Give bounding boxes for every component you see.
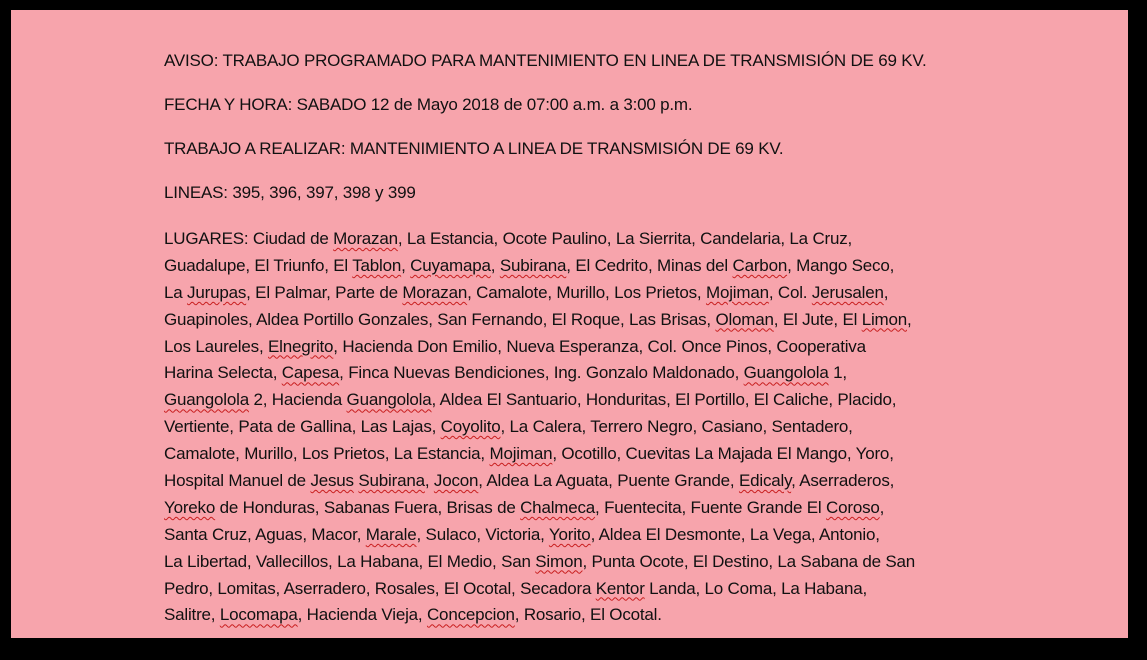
lugares-text: Santa Cruz, Aguas, Macor, — [164, 524, 366, 544]
spellcheck-word: Locomapa — [219, 605, 298, 625]
spellcheck-word: Guangolola — [164, 390, 249, 410]
spellcheck-word: Concepcion — [426, 605, 515, 625]
lugares-text: , La Estancia, Ocote Paulino, La Sierrita, Candelaria, La Cruz, — [397, 229, 853, 248]
spellcheck-word: Elnegrito — [268, 336, 334, 356]
lugares-text: , Hacienda Don Emilio, Nueva Esperanza, Col. Once Pinos, Cooperativa — [333, 336, 866, 356]
lugares-text: Guadalupe, El Triunfo, El — [164, 255, 353, 275]
lugares-text: , Finca Nuevas Bendiciones, Ing. Gonzalo Maldonado, — [339, 363, 744, 383]
spellcheck-word: Subirana — [358, 471, 425, 491]
lugares-line — [164, 307, 1044, 334]
spellcheck-word: Oloman — [715, 309, 774, 329]
spellcheck-word: Guangolola — [346, 390, 432, 410]
lugares-line — [164, 253, 1044, 280]
lugares-text: 1, — [828, 363, 847, 383]
spellcheck-word: Jurupas — [187, 282, 247, 302]
spellcheck-word: Marale — [365, 524, 417, 544]
aviso-line: AVISO: TRABAJO PROGRAMADO PARA MANTENIMIENTO EN LINEA DE TRANSMISIÓN DE 69 KV. — [164, 51, 927, 70]
lugares-text: , El Cedrito, Minas del — [566, 255, 733, 275]
spellcheck-word: Capesa — [281, 363, 340, 383]
lugares-line — [164, 387, 1044, 414]
spellcheck-word: Yoreko — [164, 497, 216, 517]
lugares-text: , El Jute, El — [773, 309, 862, 329]
lugares-line — [164, 441, 1044, 468]
lugares-text: La — [164, 282, 188, 302]
spellcheck-word: Jocon — [433, 471, 479, 491]
lugares-text: Los Laureles, — [164, 336, 268, 356]
lugares-text: , — [883, 282, 889, 302]
lugares-text: Salitre, — [164, 605, 220, 625]
lugares-text: La Libertad, Vallecillos, La Habana, El Medio, San — [164, 551, 536, 571]
trabajo-line: TRABAJO A REALIZAR: MANTENIMIENTO A LINEA DE TRANSMISIÓN DE 69 KV. — [164, 139, 784, 158]
lugares-text: , Aldea La Aguata, Puente Grande, — [478, 471, 739, 491]
spellcheck-word: Chalmeca — [520, 497, 596, 517]
spellcheck-word: Kentor — [595, 578, 645, 598]
spellcheck-word: Simon — [535, 551, 583, 571]
lugares-text: de Honduras, Sabanas Fuera, Brisas de — [215, 497, 521, 517]
lugares-text: Landa, Lo Coma, La Habana, — [644, 578, 868, 598]
lugares-text: , Hacienda Vieja, — [297, 605, 427, 625]
fecha-hora-line: FECHA Y HORA: SABADO 12 de Mayo 2018 de 07:00 a.m. a 3:00 p.m. — [164, 95, 693, 114]
notice-panel — [11, 10, 1128, 638]
spellcheck-word: Coyolito — [440, 417, 501, 437]
lugares-line — [164, 468, 1044, 495]
lugares-text: , Aldea El Santuario, Honduritas, El Portillo, El Caliche, Placido, — [431, 390, 897, 410]
lugares-text: , — [424, 471, 434, 491]
lugares-text: , — [401, 255, 411, 275]
lugares-line — [164, 522, 1044, 549]
lugares-text: , El Palmar, Parte de — [246, 282, 403, 302]
lugares-line — [164, 602, 1044, 629]
lugares-text: , — [879, 497, 885, 517]
spellcheck-word: Morazan — [333, 229, 398, 248]
lugares-text: , Punta Ocote, El Destino, La Sabana de San — [582, 551, 916, 571]
lugares-text: , La Calera, Terrero Negro, Casiano, Sentadero, — [500, 417, 853, 437]
lugares-text: , Ocotillo, Cuevitas La Majada El Mango, Yoro, — [552, 444, 894, 464]
lugares-paragraph — [164, 226, 1044, 629]
lugares-line — [164, 549, 1044, 576]
spellcheck-word: Jesus — [310, 471, 354, 491]
spellcheck-word: Tablon — [352, 255, 402, 275]
notice-content — [164, 50, 1044, 629]
spellcheck-word: Edicaly — [738, 471, 792, 491]
spellcheck-word: Coroso — [826, 497, 880, 517]
lugares-text: , Col. — [768, 282, 812, 302]
lineas-line: LINEAS: 395, 396, 397, 398 y 399 — [164, 183, 416, 202]
lugares-text: , — [490, 255, 500, 275]
lugares-text: Harina Selecta, — [164, 363, 282, 383]
spellcheck-word: Guangolola — [743, 363, 829, 383]
lugares-line — [164, 280, 1044, 307]
spellcheck-word: Yorito — [548, 524, 591, 544]
spellcheck-word: Limon — [861, 309, 907, 329]
lugares-line — [164, 360, 1044, 387]
spellcheck-word: Subirana — [499, 255, 567, 275]
spellcheck-word: Cuyamapa — [410, 255, 491, 275]
lugares-text: , — [907, 309, 912, 329]
lugares-line — [164, 495, 1044, 522]
lugares-text: LUGARES: Ciudad de — [164, 229, 334, 248]
lugares-text: , Rosario, El Ocotal. — [514, 605, 662, 625]
lugares-text: Hospital Manuel de — [164, 471, 311, 491]
lugares-line — [164, 334, 1044, 361]
spellcheck-word: Mojiman — [489, 444, 553, 464]
lugares-text: , Fuentecita, Fuente Grande El — [595, 497, 827, 517]
spellcheck-word: Carbon — [732, 255, 788, 275]
spellcheck-word: Jerusalen — [811, 282, 884, 302]
lugares-text: , Aserraderos, — [791, 471, 895, 491]
lugares-text: Guapinoles, Aldea Portillo Gonzales, San Fernando, El Roque, Las Brisas, — [164, 309, 716, 329]
lugares-text: , Aldea El Desmonte, La Vega, Antonio, — [590, 524, 880, 544]
spellcheck-word: Mojiman — [705, 282, 769, 302]
lugares-line — [164, 414, 1044, 441]
lugares-text: , Mango Seco, — [787, 255, 895, 275]
lugares-text: Camalote, Murillo, Los Prietos, La Estancia, — [164, 444, 490, 464]
spellcheck-word: Morazan — [402, 282, 468, 302]
lugares-text: Pedro, Lomitas, Aserradero, Rosales, El Ocotal, Secadora — [164, 578, 596, 598]
lugares-text: 2, Hacienda — [248, 390, 347, 410]
lugares-line — [164, 226, 1044, 253]
lugares-text: , Sulaco, Victoria, — [416, 524, 549, 544]
lugares-text: Vertiente, Pata de Gallina, Las Lajas, — [164, 417, 441, 437]
lugares-line — [164, 576, 1044, 603]
lugares-text: , Camalote, Murillo, Los Prietos, — [467, 282, 706, 302]
